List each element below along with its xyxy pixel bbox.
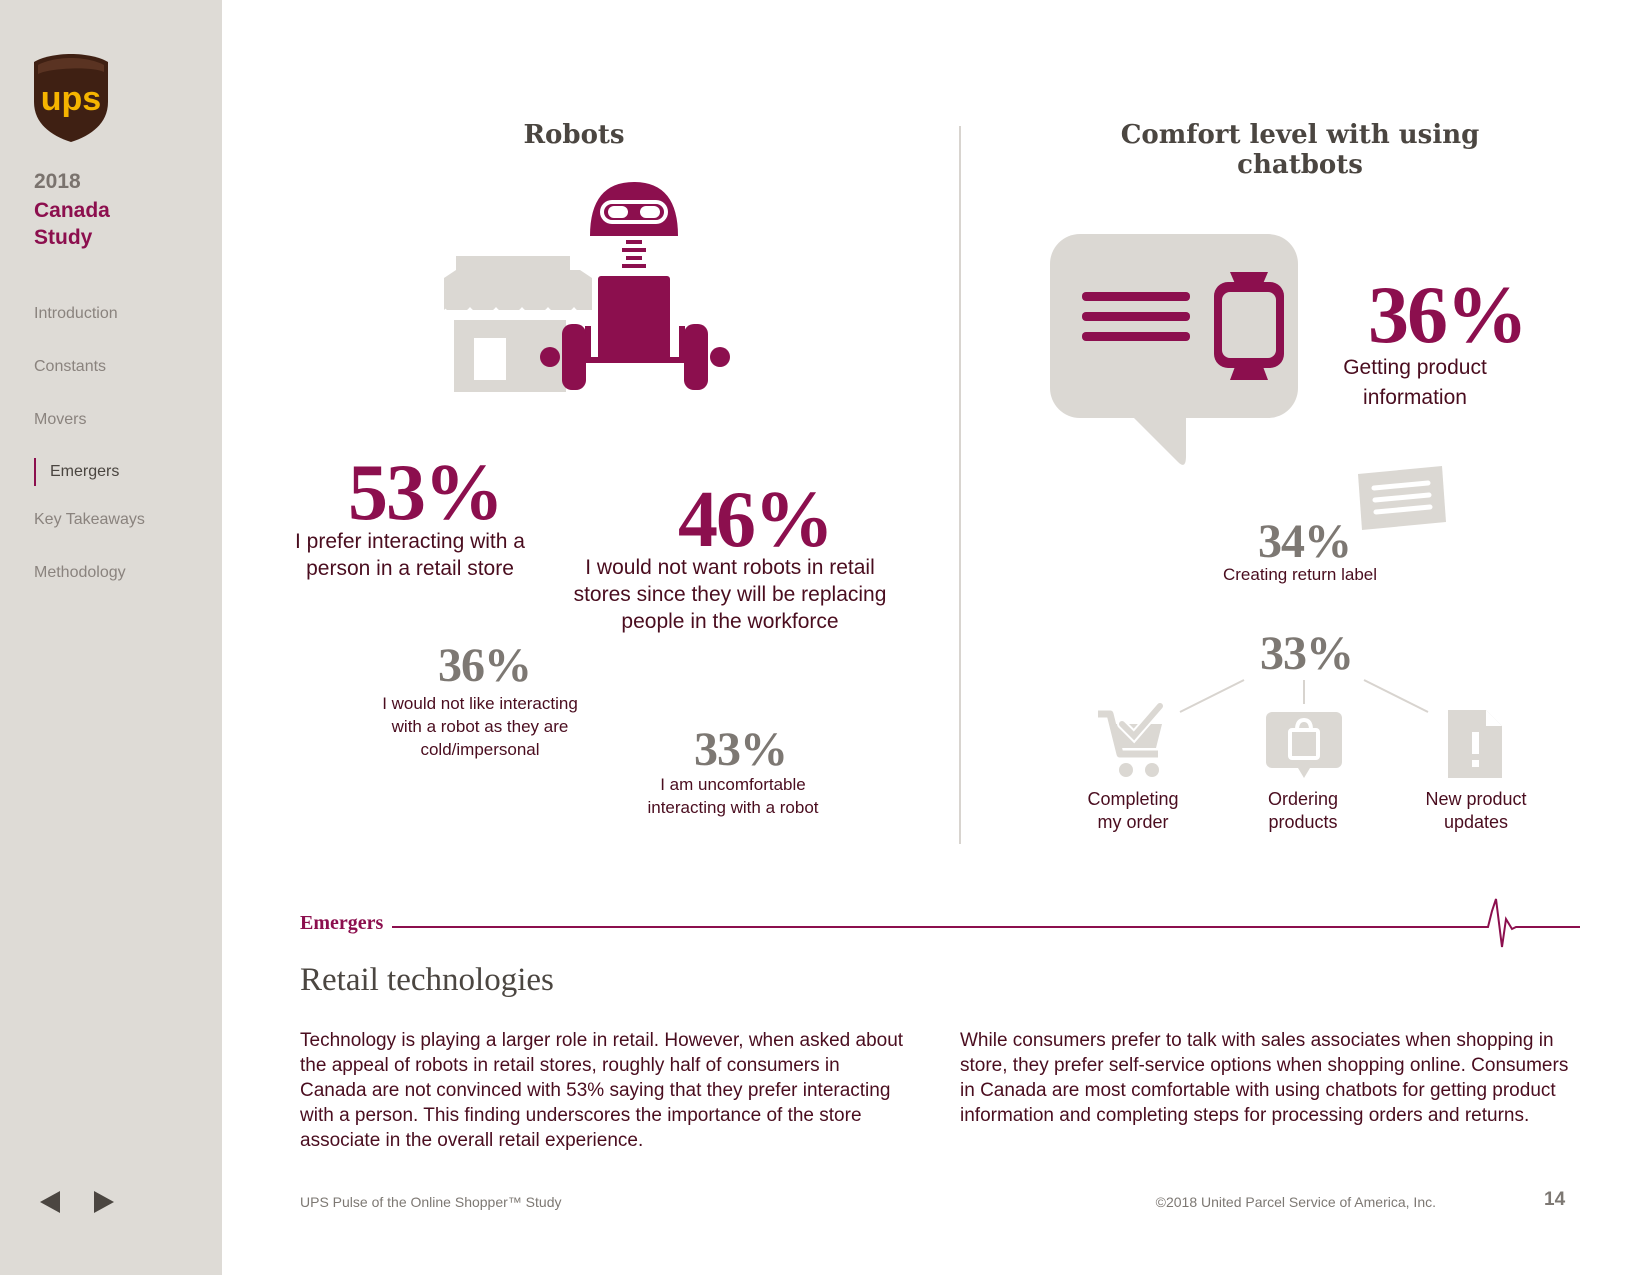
chatbot-item-new-product-updates: New product updates [1425,789,1527,832]
robots-stat-53-value: 53% [348,449,502,537]
footer-study-name: UPS Pulse of the Online Shopper™ Study [300,1194,562,1210]
study-year: 2018 [34,170,81,193]
section-label: Emergers [300,912,384,934]
nav-item-key-takeaways[interactable]: Key Takeaways [34,511,145,528]
robots-stat-46-label: I would not want robots in retail stores since they will be replacing people in the workforce [573,556,887,633]
robot-store-illustration [440,178,734,406]
shopping-bag-icon [1266,712,1342,782]
study-name-line1: Canada [34,199,110,222]
chatbots-stat-34-label: Creating return label [1222,565,1378,584]
body-paragraph-right: While consumers prefer to talk with sales associates when shopping in store, they prefer self-service options when shopping online. Consumers in Canada are most comfortable with using chatbots for getting product information and completing steps for processing orders and returns. [960,1030,1569,1126]
page-title: Retail technologies [300,962,554,998]
nav-item-movers[interactable]: Movers [34,411,87,428]
chatbots-stat-36-value: 36% [1368,269,1526,360]
previous-page-arrow-icon[interactable] [38,1189,62,1215]
nav-item-emergers[interactable]: Emergers [34,458,145,486]
chatbots-heading: Comfort level with using chatbots [1120,120,1480,180]
section-rule [392,926,1480,928]
ups-logo[interactable] [32,52,110,144]
message-lines-icon [1082,292,1190,341]
robots-stat-33-label: I am uncomfortable interacting with a robot [647,775,819,817]
sidebar-nav [34,305,145,617]
footer-copyright: ©2018 United Parcel Service of America, Inc. [1155,1194,1436,1210]
chatbots-stat-34-value: 34% [1258,515,1351,568]
cart-check-icon [1096,702,1166,780]
svg-text:ups: ups [40,80,102,118]
chatbots-stat-36-label: Getting product information [1343,356,1487,409]
chatbot-item-ordering-products: Ordering products [1267,789,1339,832]
column-divider [959,126,961,844]
heartbeat-line-icon [1470,897,1580,953]
nav-item-constants[interactable]: Constants [34,358,107,375]
nav-item-introduction[interactable]: Introduction [34,305,118,322]
body-paragraph-left: Technology is playing a larger role in retail. However, when asked about the appeal of robots in retail stores, roughly half of consumers in Canada are not convinced with 53% saying that they prefer interacting with a person. This finding underscores the importance of the store associate in the overall retail experience. [300,1030,904,1151]
page-navigation [38,1189,116,1220]
study-name-line2: Study [34,226,93,249]
chatbots-stat-33-value: 33% [1260,627,1353,680]
study-name [34,197,184,251]
robots-heading: Robots [523,120,625,150]
robots-stat-46-value: 46% [678,476,832,564]
page-number: 14 [1544,1189,1566,1210]
robots-stat-36-label: I would not like interacting with a robot as they are cold/impersonal [382,694,578,759]
smartwatch-icon [1214,272,1284,380]
next-page-arrow-icon[interactable] [92,1189,116,1215]
robots-stat-36-value: 36% [438,639,531,692]
chat-bubble-watch-illustration [1050,234,1300,470]
robots-stat-33-value: 33% [694,723,787,776]
nav-item-methodology[interactable]: Methodology [34,564,126,581]
chatbot-item-completing-order: Completing my order [1087,789,1179,832]
alert-document-icon [1446,708,1504,780]
return-label-icon [1352,464,1450,536]
sidebar [0,0,222,1275]
robots-stat-53-label: I prefer interacting with a person in a retail store [295,530,525,580]
connector-lines [1150,660,1450,720]
